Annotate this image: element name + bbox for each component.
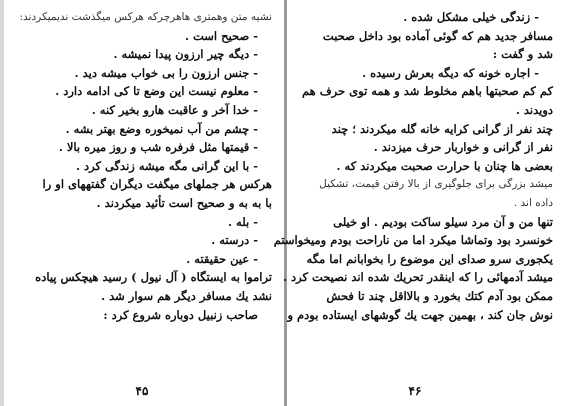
text-line: میشد بزرگی برای جلوگیری از بالا رفتن قیمت، تشکیل [319,178,553,191]
text-line: - معلوم نیست این وضع تا کی ادامه دارد . [55,84,258,99]
text-line: نشیه متن وهمتری هاهرچرکه هرکس میگذشت ندیمیکردند: [19,11,272,23]
text-line: کم کم صحبتها باهم مخلوط شد و همه توی حرف هم [302,84,553,99]
text-line: هرکس هر جملهای میگفت دیگران گفتههای او را [42,177,272,192]
text-line: - چشم من آب نمیخوره وضع بهتر بشه . [65,121,258,136]
text-line: نفر از گرانی و خواربار حرف میزدند . [373,140,553,155]
text-line: - اجاره خونه که دیگه بعرش رسیده . [362,65,539,80]
text-line: یکجوری سرو صدای این موضوع را بخوابانم اما مگه [306,251,553,266]
text-line: بعضی ها چنان با حرارت صحبت میکردند که . [336,158,553,173]
text-line: - خدا آخر و عاقبت هارو بخیر کنه . [91,102,258,117]
text-line: صاحب زنبیل دوباره شروع کرد : [103,307,258,322]
text-line: شد و گفت : [492,47,553,62]
text-line: - عین حقیقته . [186,251,258,266]
text-line: مسافر جدید هم که گوئی آماده بود داخل صحبت [322,28,553,43]
page-edge [0,0,4,406]
text-line: - صحیح است . [185,28,258,43]
text-line: ممکن بود آدم کتك بخورد و بالااقل چند تا فحش [326,288,553,303]
text-line: - قیمتها مثل فرفره شب و روز میره بالا . [58,140,258,155]
text-line: نوش جان کند ، بهمین جهت یك گوشهای ایستاده بودم و [287,307,553,322]
page-number: ۴۵ [135,384,149,398]
text-line: - درسته . [211,233,258,248]
text-line: چند نفر از گرانی کرایه خانه گله میکردند ؛ چند [331,121,553,136]
left-page-text [19,8,272,324]
text-line: - زندگی خیلی مشکل شده . [403,10,539,24]
text-line: نشد یك مسافر دیگر هم سوار شد . [101,288,272,303]
text-line: - بله . [228,214,258,229]
text-line: با به به و صحیح است تأئید میکردند . [96,195,272,210]
text-line: خونسرد بود وتماشا میکرد اما من ناراحت بودم ومیخواستم [273,233,553,248]
text-line: تراموا به ایستگاه ( آل نیول ) رسید هیچکس پیاده [35,270,272,285]
text-line: داده اند . [513,196,553,209]
text-line: - دیگه چیر ارزون پیدا نمیشه . [113,47,258,62]
text-line: دویدند . [515,102,553,117]
right-page-text [273,8,553,324]
text-line: - با این گرانی مگه میشه زندگی کرد . [76,158,258,173]
text-line: - جنس ارزون را بی خواب میشه دید . [74,65,258,80]
page-number: ۴۶ [408,384,422,398]
text-line: میشد آدمهائی را که اینقدر تحریك شده اند نصیحت کرد . [283,270,553,285]
right-page [273,0,571,406]
left-page [0,0,284,406]
text-line: تنها من و آن مرد سیلو ساکت بودیم . او خیلی [333,214,553,229]
